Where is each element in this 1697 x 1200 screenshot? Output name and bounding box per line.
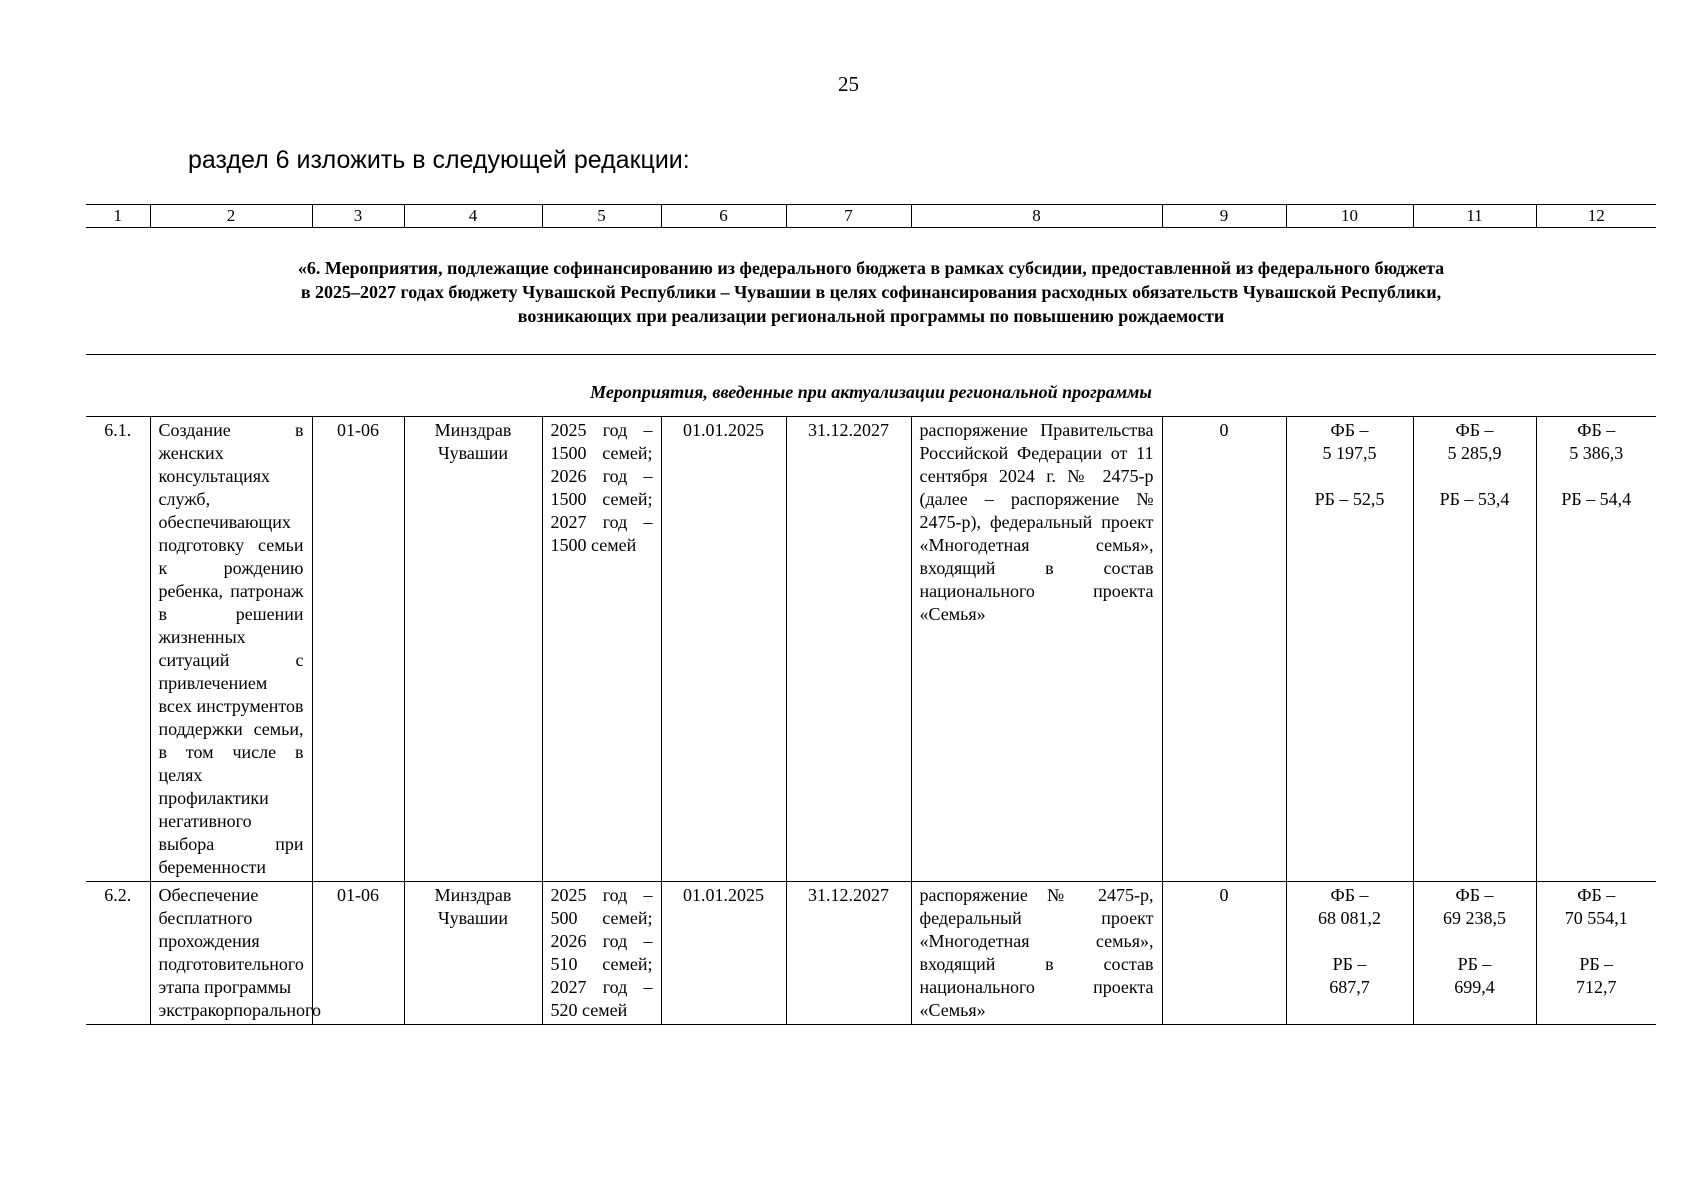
row-number: 6.2.	[86, 882, 150, 1025]
fb-label: ФБ –	[1577, 420, 1616, 440]
page-number: 25	[838, 72, 859, 96]
rb-label: РБ –	[1579, 954, 1614, 974]
fb-label: ФБ –	[1577, 885, 1616, 905]
column-number: 4	[404, 205, 542, 228]
executor: Минздрав Чувашии	[404, 882, 542, 1025]
end-date: 31.12.2027	[786, 417, 911, 882]
indicators: 2025 год – 500 семей; 2026 год – 510 семей; 2027 год – 520 семей	[542, 882, 661, 1025]
rb-label: РБ –	[1332, 954, 1367, 974]
column-number: 9	[1162, 205, 1286, 228]
rb-value: 699,4	[1454, 977, 1495, 997]
funding-2027	[1536, 417, 1656, 882]
program-table	[86, 204, 1656, 1025]
column-number: 8	[911, 205, 1162, 228]
funding-2027	[1536, 882, 1656, 1025]
section-title	[86, 228, 1656, 355]
column-number-row	[86, 205, 1656, 228]
column-number: 5	[542, 205, 661, 228]
column-number: 11	[1413, 205, 1536, 228]
start-date: 01.01.2025	[661, 882, 786, 1025]
fb-value: 5 386,3	[1569, 443, 1624, 463]
fb-value: 70 554,1	[1564, 908, 1628, 928]
fb-value: 5 285,9	[1447, 443, 1502, 463]
table-row	[86, 882, 1656, 1025]
rb-value: РБ – 54,4	[1561, 489, 1632, 509]
start-date: 01.01.2025	[661, 417, 786, 882]
fb-value: 68 081,2	[1318, 908, 1381, 928]
funding-2026	[1413, 882, 1536, 1025]
column-number: 3	[312, 205, 404, 228]
code: 01-06	[312, 417, 404, 882]
column-number: 2	[150, 205, 312, 228]
subsection-title: Мероприятия, введенные при актуализации региональной программы	[590, 382, 1152, 402]
section-title-line: в 2025–2027 годах бюджету Чувашской Республики – Чувашии в целях софинансирования расходных обязательств Чувашской Республики,	[300, 282, 1442, 302]
section-title-row	[86, 228, 1656, 355]
rb-value: РБ – 53,4	[1439, 489, 1510, 509]
end-date: 31.12.2027	[786, 882, 911, 1025]
table-row	[86, 417, 1656, 882]
column-number: 7	[786, 205, 911, 228]
fb-label: ФБ –	[1455, 885, 1494, 905]
section-title-line: возникающих при реализации региональной программы по повышению рождаемости	[517, 306, 1225, 326]
column-number: 1	[86, 205, 150, 228]
rb-value: РБ – 52,5	[1314, 489, 1385, 509]
fb-label: ФБ –	[1330, 885, 1369, 905]
rb-value: 687,7	[1329, 977, 1370, 997]
indicators: 2025 год – 1500 семей; 2026 год – 1500 семей; 2027 год – 1500 семей	[542, 417, 661, 882]
basis: распоряжение № 2475-р, федеральный проект «Многодетная семья», входящий в состав национального проекта «Семья»	[911, 882, 1162, 1025]
column-number: 6	[661, 205, 786, 228]
code: 01-06	[312, 882, 404, 1025]
column-number: 12	[1536, 205, 1656, 228]
row-number: 6.1.	[86, 417, 150, 882]
basis: распоряжение Правительства Российской Федерации от 11 сентября 2024 г. № 2475-р (далее – распоряжение № 2475-р), федеральный проект «Многодетная семья», входящий в состав национального проекта «Семья»	[911, 417, 1162, 882]
funding-2026	[1413, 417, 1536, 882]
fb-label: ФБ –	[1455, 420, 1494, 440]
fb-value: 69 238,5	[1443, 908, 1506, 928]
subsection-title-row	[86, 355, 1656, 417]
measure-name: Создание в женских консультациях служб, обеспечивающих подготовку семьи к рождению ребенка, патронаж в решении жизненных ситуаций с привлечением всех инструментов поддержки семьи, в том числе в целях профилактики негативного выбора при беременности	[150, 417, 312, 882]
section-title-line: «6. Мероприятия, подлежащие софинансированию из федерального бюджета в рамках субсидии, предоставленной из федерального бюджета	[297, 258, 1445, 278]
fb-label: ФБ –	[1330, 420, 1369, 440]
column-9-value: 0	[1162, 882, 1286, 1025]
rb-value: 712,7	[1576, 977, 1617, 997]
rb-label: РБ –	[1457, 954, 1492, 974]
intro-text: раздел 6 изложить в следующей редакции:	[188, 146, 690, 174]
executor: Минздрав Чувашии	[404, 417, 542, 882]
funding-2025	[1286, 417, 1413, 882]
column-number: 10	[1286, 205, 1413, 228]
measure-name: Обеспечение бесплатного прохождения подготовительного этапа программы экстракорпорального	[150, 882, 312, 1025]
column-9-value: 0	[1162, 417, 1286, 882]
funding-2025	[1286, 882, 1413, 1025]
fb-value: 5 197,5	[1322, 443, 1377, 463]
